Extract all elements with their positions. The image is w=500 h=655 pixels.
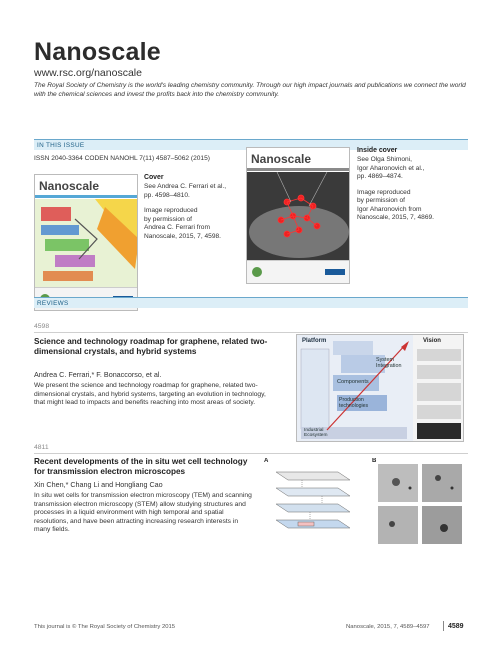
cover-color-band [35,195,137,198]
footer-divider [443,621,444,631]
cover-caption-line: Andrea C. Ferrari from [144,224,210,231]
cover-caption-line: pp. 4869–4874. [357,173,403,180]
footer-copyright: This journal is © The Royal Society of Chemistry 2015 [34,624,176,630]
article-authors: Xin Chen,* Chang Li and Hongliang Cao [34,480,163,489]
footer-citation: Nanoscale, 2015, 7, 4589–4597 [346,624,430,630]
inside-cover-caption [357,156,467,223]
cover-caption-line: Igor Aharonovich from [357,205,422,213]
cover-caption-line: by permission of [144,215,193,223]
article-page-number[interactable]: 4811 [34,444,49,451]
cover-caption-line: Image reproduced [357,188,411,196]
journal-url[interactable]: www.rsc.org/nanoscale [34,67,142,79]
cover-caption-line: See Andrea C. Ferrari et al., [144,183,227,190]
journal-tagline: The Royal Society of Chemistry is the world's leading chemistry community. Through our high impact journals and publications we connect the world with the chemical sciences and invest the profits back into the chemistry community. [34,82,466,98]
cover-footer [247,260,349,283]
roadmap-label-production: Production technologies [339,397,369,409]
article-title[interactable]: Science and technology roadmap for graphene, related two-dimensional crystals, and hybrid systems [34,337,268,356]
cover-caption-line: Igor Aharonovich et al., [357,164,425,172]
cover-caption-line: pp. 4598–4810. [144,191,190,199]
cover-caption-line: Nanoscale, 2015, 7, 4598. [144,232,221,240]
issn-line: ISSN 2040-3364 CODEN NANOHL 7(11) 4587–5062 (2015) [34,155,210,162]
cover-caption-title: Cover [144,174,164,181]
cover-caption [144,183,234,241]
roadmap-label-vision: Vision [423,338,441,344]
cover-caption-line: by permission of [357,197,406,204]
article-divider [34,332,468,333]
in-this-issue-heading: IN THIS ISSUE [34,139,468,150]
cover-caption-line: See Olga Shimoni, [357,156,412,163]
cover-masthead: Nanoscale [39,179,100,193]
inside-cover-artwork [247,172,350,264]
roadmap-label-system: System Integration [376,357,402,369]
roadmap-label-platform: Platform [302,338,327,344]
article-abstract: In situ wet cells for transmission electron microscopy (TEM) and scanning transmission electron microscopy (STEM) allow studying structures and processes in a liquid environment with high temporal and spatial resolutions, and have been attracting increasing research interests in many fields. [34,492,252,534]
article-page-number[interactable]: 4598 [34,323,50,330]
article-abstract: We present the science and technology roadmap for graphene, related two-dimensional crystals, and hybrid systems, targeting an evolution in technology, that might lead to impacts and benefits reaching into most areas of society. [34,382,266,407]
caption-spacer [144,200,234,207]
inside-cover-caption-title: Inside cover [357,147,398,154]
article-title[interactable]: Recent developments of the in situ wet cell technology for transmission electron microscopes [34,457,248,476]
figure-panel-label-b: B [372,458,377,464]
wet-cell-diagram [262,458,464,548]
cover-masthead: Nanoscale [251,152,312,166]
inside-cover-image[interactable] [246,147,350,284]
article-divider [34,453,468,454]
roadmap-label-industrial: Industrial Ecosystem [304,428,328,439]
figure-panel-label-a: A [264,458,269,464]
toc-graphic-wet-cell[interactable] [262,458,464,548]
cover-image[interactable] [34,174,138,311]
journal-name: Nanoscale [34,38,161,66]
toc-graphic-roadmap[interactable] [296,334,464,442]
cover-artwork [35,199,138,291]
footer-page-number: 4589 [448,623,464,630]
cover-caption-line: Image reproduced [144,207,198,214]
article-authors: Andrea C. Ferrari,* F. Bonaccorso, et al. [34,370,162,379]
reviews-heading: REVIEWS [34,297,468,308]
cover-color-band [247,168,349,171]
roadmap-label-components: Components [337,379,369,385]
roadmap-diagram [297,335,464,442]
caption-spacer [357,182,467,189]
cover-caption-line: Nanoscale, 2015, 7, 4869. [357,214,434,221]
